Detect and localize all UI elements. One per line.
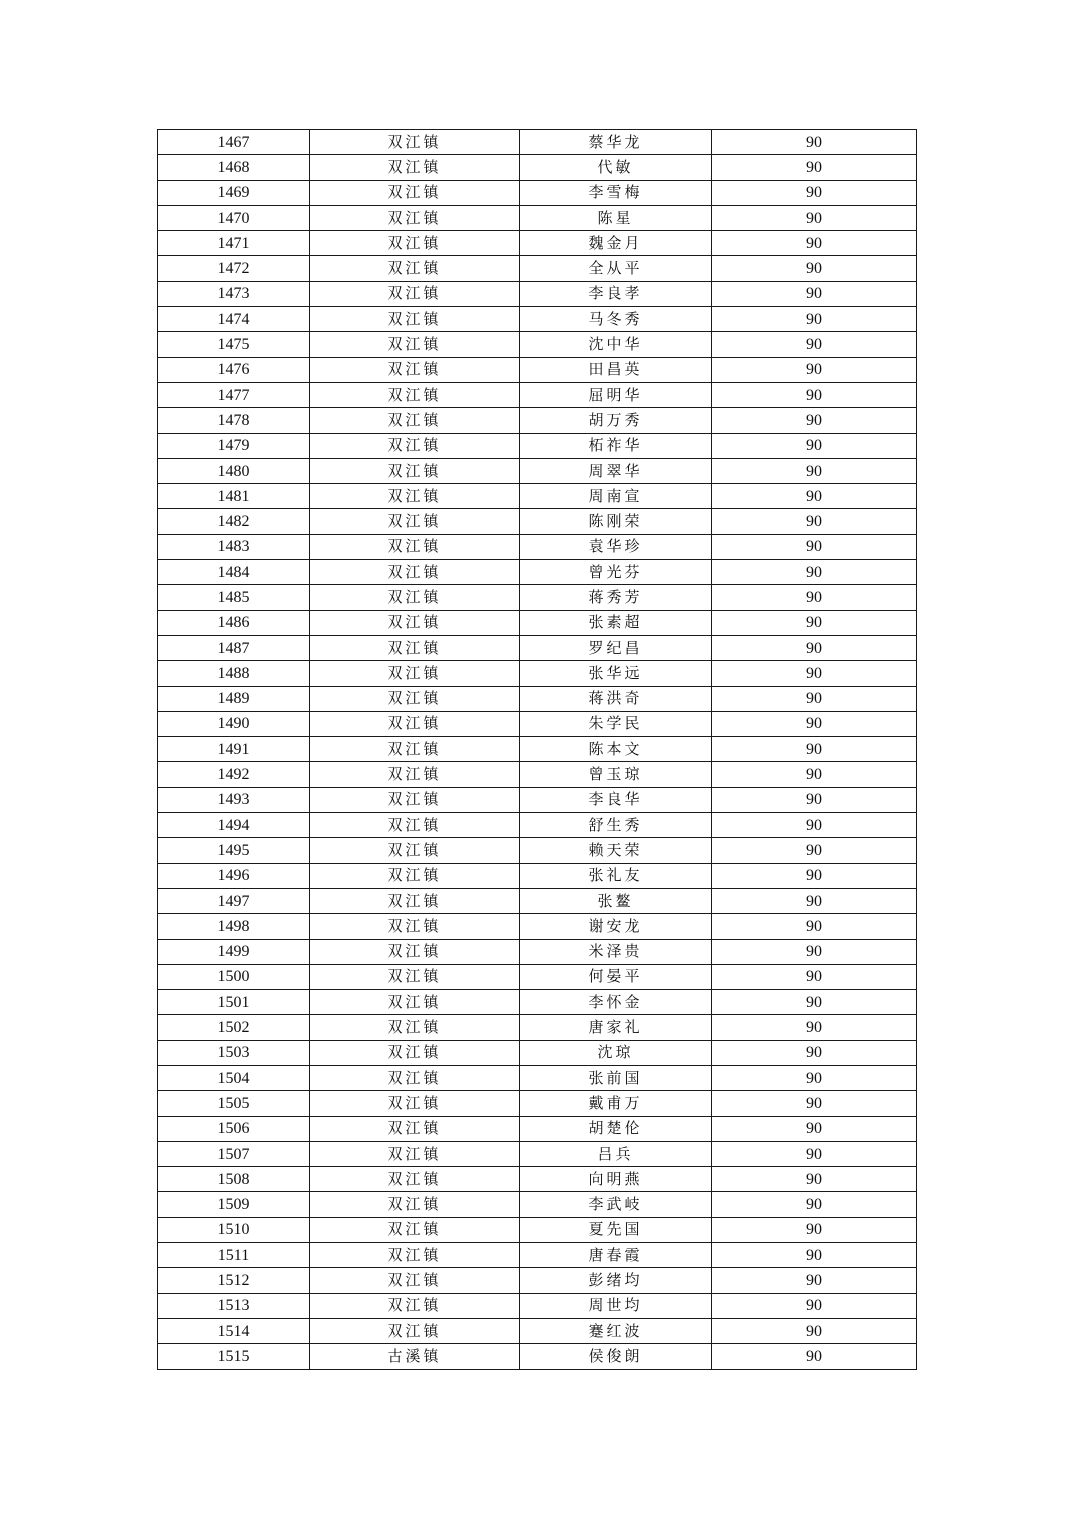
person-name-cell: 魏金月 [520,231,712,256]
score-cell: 90 [712,458,917,483]
table-row [158,534,917,559]
person-name-cell: 马冬秀 [520,307,712,332]
town-cell: 双江镇 [310,711,520,736]
score-cell: 90 [712,205,917,230]
serial-number-cell: 1507 [158,1141,310,1166]
person-name-cell: 曾光芬 [520,560,712,585]
serial-number-cell: 1514 [158,1318,310,1343]
table-row [158,1065,917,1090]
town-cell: 双江镇 [310,914,520,939]
score-cell: 90 [712,964,917,989]
person-name-cell: 朱学民 [520,711,712,736]
town-cell: 双江镇 [310,433,520,458]
serial-number-cell: 1505 [158,1091,310,1116]
roster-body [158,130,917,1370]
town-cell: 双江镇 [310,990,520,1015]
table-row [158,737,917,762]
table-row [158,711,917,736]
table-row [158,307,917,332]
table-row [158,560,917,585]
score-cell: 90 [712,1167,917,1192]
person-name-cell: 张鳌 [520,888,712,913]
person-name-cell: 张素超 [520,610,712,635]
serial-number-cell: 1503 [158,1040,310,1065]
person-name-cell: 柘祚华 [520,433,712,458]
person-name-cell: 何晏平 [520,964,712,989]
town-cell: 双江镇 [310,256,520,281]
score-cell: 90 [712,408,917,433]
person-name-cell: 蔡华龙 [520,130,712,155]
person-name-cell: 吕兵 [520,1141,712,1166]
table-row [158,1268,917,1293]
person-name-cell: 李良孝 [520,281,712,306]
table-row [158,130,917,155]
score-cell: 90 [712,307,917,332]
town-cell: 双江镇 [310,560,520,585]
person-name-cell: 向明燕 [520,1167,712,1192]
person-name-cell: 舒生秀 [520,813,712,838]
serial-number-cell: 1502 [158,1015,310,1040]
table-row [158,990,917,1015]
town-cell: 双江镇 [310,458,520,483]
person-name-cell: 周世均 [520,1293,712,1318]
town-cell: 双江镇 [310,939,520,964]
table-row [158,661,917,686]
town-cell: 双江镇 [310,1116,520,1141]
person-name-cell: 陈本文 [520,737,712,762]
table-row [158,610,917,635]
person-name-cell: 张礼友 [520,863,712,888]
person-name-cell: 沈中华 [520,332,712,357]
serial-number-cell: 1471 [158,231,310,256]
person-name-cell: 唐家礼 [520,1015,712,1040]
person-name-cell: 陈星 [520,205,712,230]
score-cell: 90 [712,155,917,180]
serial-number-cell: 1510 [158,1217,310,1242]
serial-number-cell: 1485 [158,585,310,610]
town-cell: 双江镇 [310,1141,520,1166]
person-name-cell: 胡楚伦 [520,1116,712,1141]
town-cell: 双江镇 [310,737,520,762]
score-cell: 90 [712,813,917,838]
town-cell: 古溪镇 [310,1344,520,1369]
score-cell: 90 [712,711,917,736]
serial-number-cell: 1497 [158,888,310,913]
town-cell: 双江镇 [310,661,520,686]
score-cell: 90 [712,863,917,888]
serial-number-cell: 1491 [158,737,310,762]
serial-number-cell: 1486 [158,610,310,635]
table-row [158,863,917,888]
serial-number-cell: 1496 [158,863,310,888]
person-name-cell: 张华远 [520,661,712,686]
town-cell: 双江镇 [310,610,520,635]
score-cell: 90 [712,1217,917,1242]
score-cell: 90 [712,1293,917,1318]
table-row [158,838,917,863]
table-row [158,1040,917,1065]
table-row [158,813,917,838]
town-cell: 双江镇 [310,408,520,433]
town-cell: 双江镇 [310,205,520,230]
person-name-cell: 曾玉琼 [520,762,712,787]
score-cell: 90 [712,762,917,787]
person-name-cell: 屈明华 [520,382,712,407]
serial-number-cell: 1469 [158,180,310,205]
score-cell: 90 [712,256,917,281]
serial-number-cell: 1492 [158,762,310,787]
score-cell: 90 [712,231,917,256]
table-row [158,509,917,534]
town-cell: 双江镇 [310,863,520,888]
town-cell: 双江镇 [310,281,520,306]
serial-number-cell: 1494 [158,813,310,838]
table-row [158,256,917,281]
score-cell: 90 [712,1318,917,1343]
town-cell: 双江镇 [310,484,520,509]
score-cell: 90 [712,130,917,155]
person-name-cell: 周翠华 [520,458,712,483]
table-row [158,180,917,205]
score-cell: 90 [712,1116,917,1141]
score-cell: 90 [712,838,917,863]
person-name-cell: 胡万秀 [520,408,712,433]
person-name-cell: 李怀金 [520,990,712,1015]
table-row [158,408,917,433]
town-cell: 双江镇 [310,1091,520,1116]
table-row [158,1116,917,1141]
score-cell: 90 [712,560,917,585]
town-cell: 双江镇 [310,1167,520,1192]
serial-number-cell: 1480 [158,458,310,483]
table-row [158,281,917,306]
table-row [158,332,917,357]
serial-number-cell: 1509 [158,1192,310,1217]
town-cell: 双江镇 [310,964,520,989]
person-name-cell: 沈琼 [520,1040,712,1065]
score-cell: 90 [712,1141,917,1166]
serial-number-cell: 1500 [158,964,310,989]
table-row [158,433,917,458]
score-cell: 90 [712,939,917,964]
serial-number-cell: 1512 [158,1268,310,1293]
score-cell: 90 [712,357,917,382]
table-row [158,155,917,180]
serial-number-cell: 1511 [158,1243,310,1268]
town-cell: 双江镇 [310,762,520,787]
serial-number-cell: 1515 [158,1344,310,1369]
score-cell: 90 [712,332,917,357]
serial-number-cell: 1468 [158,155,310,180]
person-name-cell: 袁华珍 [520,534,712,559]
person-name-cell: 蹇红波 [520,1318,712,1343]
serial-number-cell: 1483 [158,534,310,559]
town-cell: 双江镇 [310,307,520,332]
person-name-cell: 米泽贵 [520,939,712,964]
person-name-cell: 彭绪均 [520,1268,712,1293]
score-cell: 90 [712,585,917,610]
person-name-cell: 蒋秀芳 [520,585,712,610]
score-cell: 90 [712,180,917,205]
table-row [158,231,917,256]
serial-number-cell: 1478 [158,408,310,433]
town-cell: 双江镇 [310,787,520,812]
score-cell: 90 [712,686,917,711]
town-cell: 双江镇 [310,1268,520,1293]
table-row [158,787,917,812]
town-cell: 双江镇 [310,130,520,155]
score-cell: 90 [712,382,917,407]
serial-number-cell: 1504 [158,1065,310,1090]
score-cell: 90 [712,1344,917,1369]
score-cell: 90 [712,888,917,913]
score-cell: 90 [712,1040,917,1065]
town-cell: 双江镇 [310,888,520,913]
score-cell: 90 [712,787,917,812]
table-row [158,964,917,989]
score-cell: 90 [712,990,917,1015]
town-cell: 双江镇 [310,180,520,205]
town-cell: 双江镇 [310,1192,520,1217]
score-cell: 90 [712,1268,917,1293]
table-row [158,382,917,407]
table-row [158,585,917,610]
score-cell: 90 [712,1015,917,1040]
table-row [158,484,917,509]
town-cell: 双江镇 [310,1040,520,1065]
table-row [158,1318,917,1343]
person-name-cell: 戴甫万 [520,1091,712,1116]
town-cell: 双江镇 [310,838,520,863]
serial-number-cell: 1481 [158,484,310,509]
score-cell: 90 [712,534,917,559]
table-row [158,888,917,913]
score-cell: 90 [712,281,917,306]
serial-number-cell: 1470 [158,205,310,230]
serial-number-cell: 1487 [158,635,310,660]
serial-number-cell: 1474 [158,307,310,332]
person-name-cell: 李武岐 [520,1192,712,1217]
serial-number-cell: 1476 [158,357,310,382]
table-row [158,762,917,787]
town-cell: 双江镇 [310,585,520,610]
town-cell: 双江镇 [310,382,520,407]
town-cell: 双江镇 [310,357,520,382]
serial-number-cell: 1495 [158,838,310,863]
score-cell: 90 [712,509,917,534]
person-name-cell: 赖天荣 [520,838,712,863]
table-row [158,1243,917,1268]
person-name-cell: 罗纪昌 [520,635,712,660]
person-name-cell: 唐春霞 [520,1243,712,1268]
serial-number-cell: 1479 [158,433,310,458]
town-cell: 双江镇 [310,813,520,838]
table-row [158,357,917,382]
serial-number-cell: 1467 [158,130,310,155]
score-cell: 90 [712,661,917,686]
person-name-cell: 张前国 [520,1065,712,1090]
table-row [158,914,917,939]
table-row [158,1344,917,1369]
roster-table [157,129,917,1370]
serial-number-cell: 1499 [158,939,310,964]
score-cell: 90 [712,635,917,660]
person-name-cell: 全从平 [520,256,712,281]
town-cell: 双江镇 [310,1243,520,1268]
serial-number-cell: 1488 [158,661,310,686]
town-cell: 双江镇 [310,686,520,711]
town-cell: 双江镇 [310,1015,520,1040]
serial-number-cell: 1498 [158,914,310,939]
score-cell: 90 [712,737,917,762]
table-row [158,1141,917,1166]
person-name-cell: 周南宣 [520,484,712,509]
town-cell: 双江镇 [310,1217,520,1242]
score-cell: 90 [712,433,917,458]
score-cell: 90 [712,610,917,635]
table-row [158,458,917,483]
serial-number-cell: 1484 [158,560,310,585]
table-row [158,686,917,711]
serial-number-cell: 1477 [158,382,310,407]
score-cell: 90 [712,1192,917,1217]
person-name-cell: 侯俊朗 [520,1344,712,1369]
serial-number-cell: 1508 [158,1167,310,1192]
town-cell: 双江镇 [310,155,520,180]
table-row [158,1293,917,1318]
person-name-cell: 李良华 [520,787,712,812]
serial-number-cell: 1489 [158,686,310,711]
table-row [158,1091,917,1116]
serial-number-cell: 1473 [158,281,310,306]
town-cell: 双江镇 [310,1318,520,1343]
person-name-cell: 谢安龙 [520,914,712,939]
score-cell: 90 [712,484,917,509]
person-name-cell: 蒋洪奇 [520,686,712,711]
town-cell: 双江镇 [310,1293,520,1318]
serial-number-cell: 1490 [158,711,310,736]
person-name-cell: 李雪梅 [520,180,712,205]
town-cell: 双江镇 [310,1065,520,1090]
score-cell: 90 [712,914,917,939]
town-cell: 双江镇 [310,635,520,660]
serial-number-cell: 1475 [158,332,310,357]
table-row [158,939,917,964]
table-row [158,1015,917,1040]
person-name-cell: 夏先国 [520,1217,712,1242]
score-cell: 90 [712,1065,917,1090]
serial-number-cell: 1482 [158,509,310,534]
serial-number-cell: 1506 [158,1116,310,1141]
town-cell: 双江镇 [310,509,520,534]
serial-number-cell: 1493 [158,787,310,812]
table-row [158,635,917,660]
score-cell: 90 [712,1243,917,1268]
serial-number-cell: 1472 [158,256,310,281]
town-cell: 双江镇 [310,231,520,256]
town-cell: 双江镇 [310,534,520,559]
score-cell: 90 [712,1091,917,1116]
town-cell: 双江镇 [310,332,520,357]
table-row [158,1167,917,1192]
person-name-cell: 代敏 [520,155,712,180]
person-name-cell: 田昌英 [520,357,712,382]
person-name-cell: 陈刚荣 [520,509,712,534]
serial-number-cell: 1513 [158,1293,310,1318]
table-row [158,1192,917,1217]
table-row [158,205,917,230]
table-row [158,1217,917,1242]
serial-number-cell: 1501 [158,990,310,1015]
